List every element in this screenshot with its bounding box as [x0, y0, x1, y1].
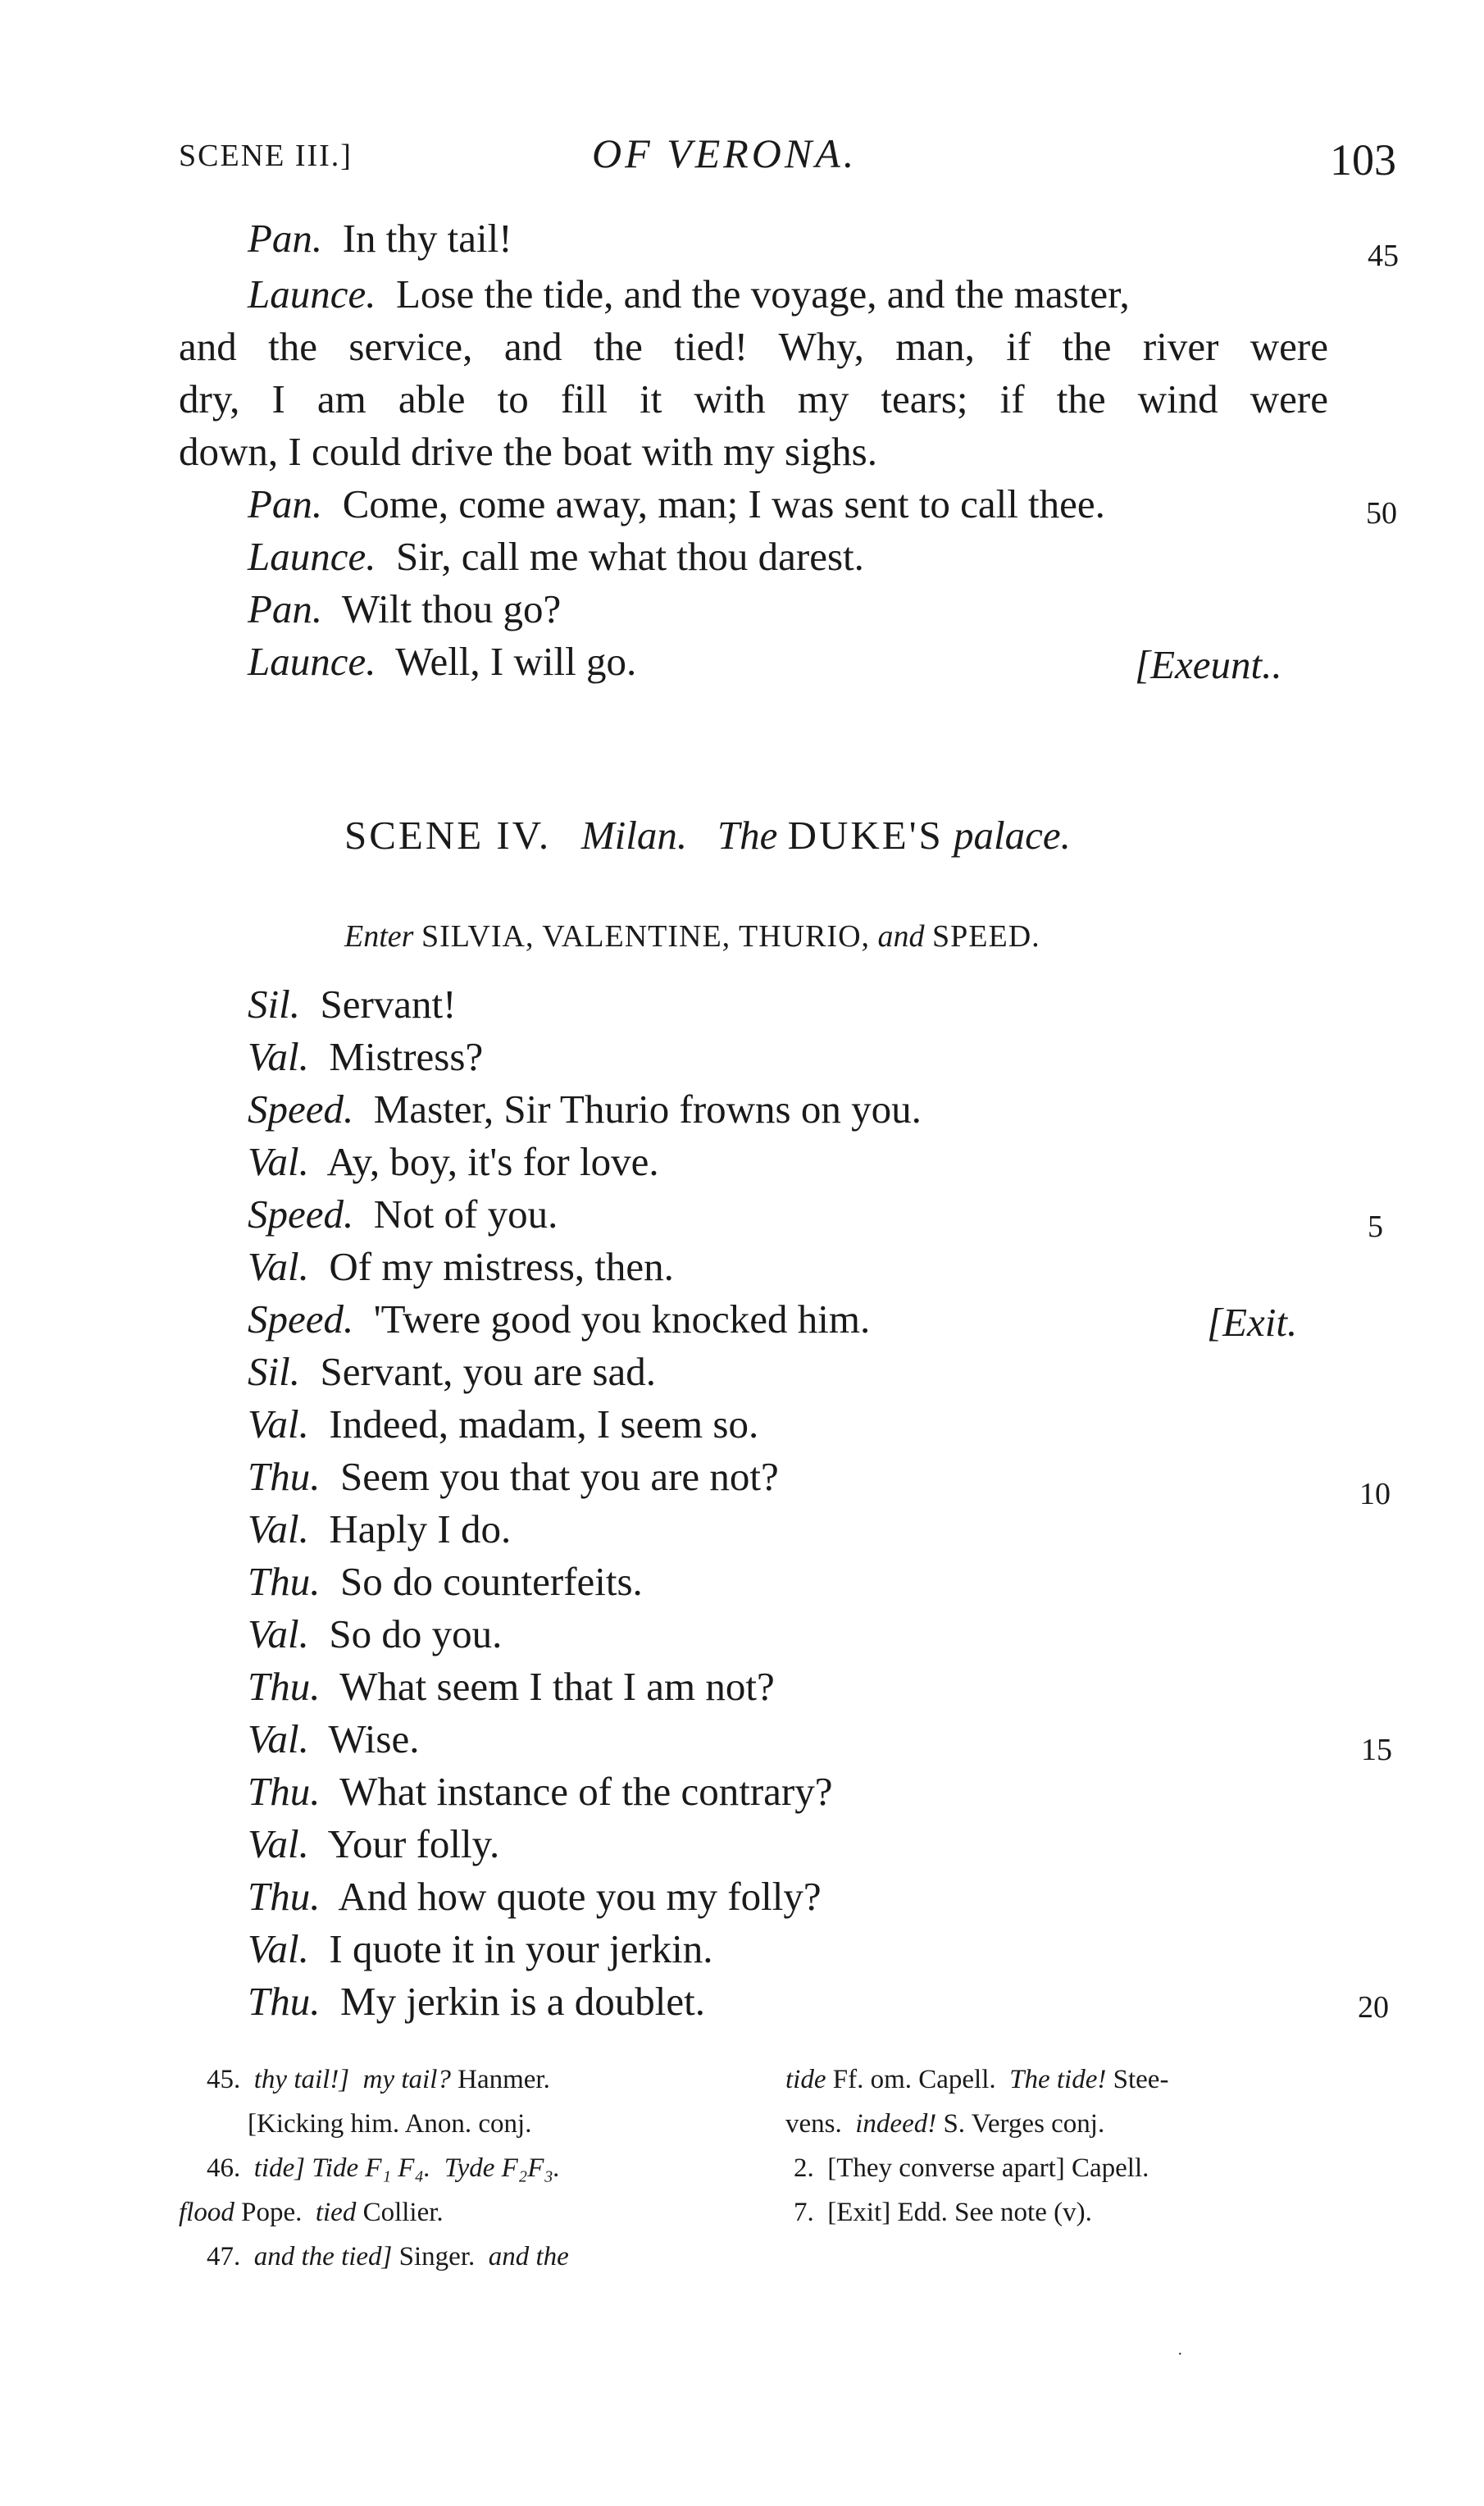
line-text: Seem you that you are not?: [340, 1454, 779, 1499]
scene-number: SCENE IV.: [344, 813, 552, 858]
dialogue-line: [248, 1034, 484, 1079]
dialogue-line: [248, 1769, 833, 1814]
speaker-name: Val.: [248, 1611, 309, 1656]
line-number: 45: [1368, 239, 1399, 273]
stage-direction: [Exeunt..: [1135, 642, 1282, 687]
scene-palace: palace.: [954, 813, 1071, 858]
dialogue-line: [248, 1664, 775, 1709]
running-header-scene: SCENE III.]: [179, 139, 353, 173]
speaker-name: Thu.: [248, 1454, 321, 1499]
dialogue-line: [248, 639, 637, 684]
prose-line: and the service, and the tied! Why, man, if the river were: [179, 324, 1328, 369]
speaker-name: Thu.: [248, 1979, 321, 2024]
speaker-name: Val.: [248, 1716, 309, 1761]
speaker-name: Speed.: [248, 1296, 354, 1342]
dialogue-line: [248, 1611, 503, 1656]
prose-line: dry, I am able to fill it with my tears; if the wind were: [179, 376, 1328, 421]
line-text: Well, I will go.: [395, 639, 637, 684]
speaker-name: Sil.: [248, 1349, 300, 1394]
dialogue-line: [248, 1141, 659, 1182]
footnote-line: 47. and the tied] Singer. and the: [207, 2242, 569, 2271]
dialogue-line: [248, 1456, 779, 1497]
dialogue-line: [248, 481, 1105, 526]
speaker-name: Val.: [248, 1034, 309, 1079]
entry-names: SILVIA, VALENTINE, THURIO,: [421, 919, 871, 954]
dialogue-line: [248, 1926, 713, 1971]
line-text: Of my mistress, then.: [329, 1244, 674, 1289]
speaker-name: Val.: [248, 1139, 309, 1184]
footnote-line: flood Pope. tied Collier.: [179, 2198, 444, 2227]
line-text: My jerkin is a doublet.: [340, 1979, 706, 2024]
dialogue-line: [248, 1979, 706, 2024]
speaker-name: Thu.: [248, 1559, 321, 1604]
speaker-name: Val.: [248, 1506, 309, 1551]
speaker-name: Thu.: [248, 1769, 321, 1814]
line-text: I quote it in your jerkin.: [329, 1926, 713, 1971]
entry-last: SPEED.: [932, 919, 1040, 954]
dialogue-line: [248, 1561, 643, 1602]
dialogue-line: [248, 1246, 674, 1287]
line-text: So do counterfeits.: [340, 1559, 643, 1604]
line-number: 5: [1368, 1210, 1383, 1244]
speaker-name: Pan.: [248, 481, 323, 526]
speaker-name: Val.: [248, 1821, 309, 1866]
dialogue-line: [248, 1506, 512, 1551]
speaker-name: Launce.: [248, 639, 376, 684]
dialogue-line: [248, 1716, 420, 1761]
dialogue-line: [248, 534, 864, 579]
speaker-name: Speed.: [248, 1191, 354, 1237]
line-text: Not of you.: [373, 1191, 558, 1237]
dialogue-line: [248, 271, 1130, 317]
speaker-name: Launce.: [248, 534, 376, 579]
footnote-line: vens. indeed! S. Verges conj.: [785, 2109, 1105, 2139]
line-text: Wilt thou go?: [341, 586, 562, 631]
line-text: Servant!: [320, 982, 457, 1027]
entry-direction: [344, 918, 1040, 955]
line-number: 50: [1366, 496, 1397, 531]
speaker-name: Speed.: [248, 1087, 354, 1132]
line-number: 20: [1358, 1990, 1389, 2025]
line-text: Haply I do.: [329, 1506, 512, 1551]
line-text: And how quote you my folly?: [338, 1874, 822, 1919]
prose-line: down, I could drive the boat with my sighs.: [179, 429, 877, 474]
dialogue-line: [248, 1821, 500, 1866]
line-text: Lose the tide, and the voyage, and the master,: [396, 271, 1130, 317]
line-text: Mistress?: [329, 1034, 484, 1079]
footnote-line: 46. tide] Tide F₁ F₄. Tyde F₂F₃.: [207, 2153, 561, 2183]
dialogue-line: [248, 1191, 558, 1237]
stage-direction: [Exit.: [1207, 1300, 1298, 1345]
dialogue-line: [248, 1087, 922, 1132]
footnote-line: 2. [They converse apart] Capell.: [794, 2153, 1149, 2183]
speaker-name: Thu.: [248, 1874, 321, 1919]
line-number: 10: [1359, 1477, 1391, 1511]
line-text: So do you.: [329, 1611, 503, 1656]
line-text: Wise.: [328, 1716, 420, 1761]
speaker-name: Launce.: [248, 271, 376, 317]
line-text: Master, Sir Thurio frowns on you.: [373, 1087, 922, 1132]
speaker-name: Val.: [248, 1926, 309, 1971]
entry-enter: Enter: [344, 919, 414, 954]
scene-duke: DUKE'S: [787, 813, 944, 858]
dialogue-line: [248, 1296, 871, 1342]
scene-heading: [344, 812, 1071, 859]
page-number: 103: [1330, 135, 1396, 185]
line-text: What instance of the contrary?: [339, 1769, 833, 1814]
line-text: Come, come away, man; I was sent to call thee.: [342, 481, 1105, 526]
dialogue-line: [248, 586, 562, 631]
line-text: Indeed, madam, I seem so.: [329, 1401, 759, 1447]
scene-the: The: [717, 813, 778, 858]
line-text: 'Twere good you knocked him.: [373, 1296, 871, 1342]
footnote-line: [Kicking him. Anon. conj.: [248, 2109, 532, 2139]
print-speck: ·: [1177, 2345, 1183, 2363]
line-text: What seem I that I am not?: [339, 1664, 775, 1709]
footnote-line: tide Ff. om. Capell. The tide! Stee-: [785, 2065, 1169, 2094]
speaker-name: Pan.: [248, 216, 323, 261]
dialogue-line: [248, 216, 512, 261]
line-text: Ay, boy, it's for love.: [326, 1139, 659, 1184]
dialogue-line: [248, 982, 457, 1027]
entry-and: and: [877, 919, 925, 954]
line-text: Your folly.: [327, 1821, 500, 1866]
speaker-name: Sil.: [248, 982, 300, 1027]
line-text: Sir, call me what thou darest.: [396, 534, 864, 579]
line-text: Servant, you are sad.: [320, 1349, 657, 1394]
footnote-line: 45. thy tail!] my tail? Hanmer.: [207, 2065, 550, 2094]
line-number: 15: [1361, 1733, 1392, 1767]
speaker-name: Val.: [248, 1401, 309, 1447]
running-header-title: OF VERONA.: [592, 130, 858, 176]
speaker-name: Thu.: [248, 1664, 321, 1709]
dialogue-line: [248, 1401, 759, 1447]
scene-place: Milan.: [580, 813, 688, 858]
speaker-name: Val.: [248, 1244, 309, 1289]
speaker-name: Pan.: [248, 586, 323, 631]
dialogue-line: [248, 1874, 822, 1919]
line-text: In thy tail!: [342, 216, 512, 261]
dialogue-line: [248, 1351, 656, 1392]
footnote-line: 7. [Exit] Edd. See note (v).: [794, 2198, 1092, 2227]
